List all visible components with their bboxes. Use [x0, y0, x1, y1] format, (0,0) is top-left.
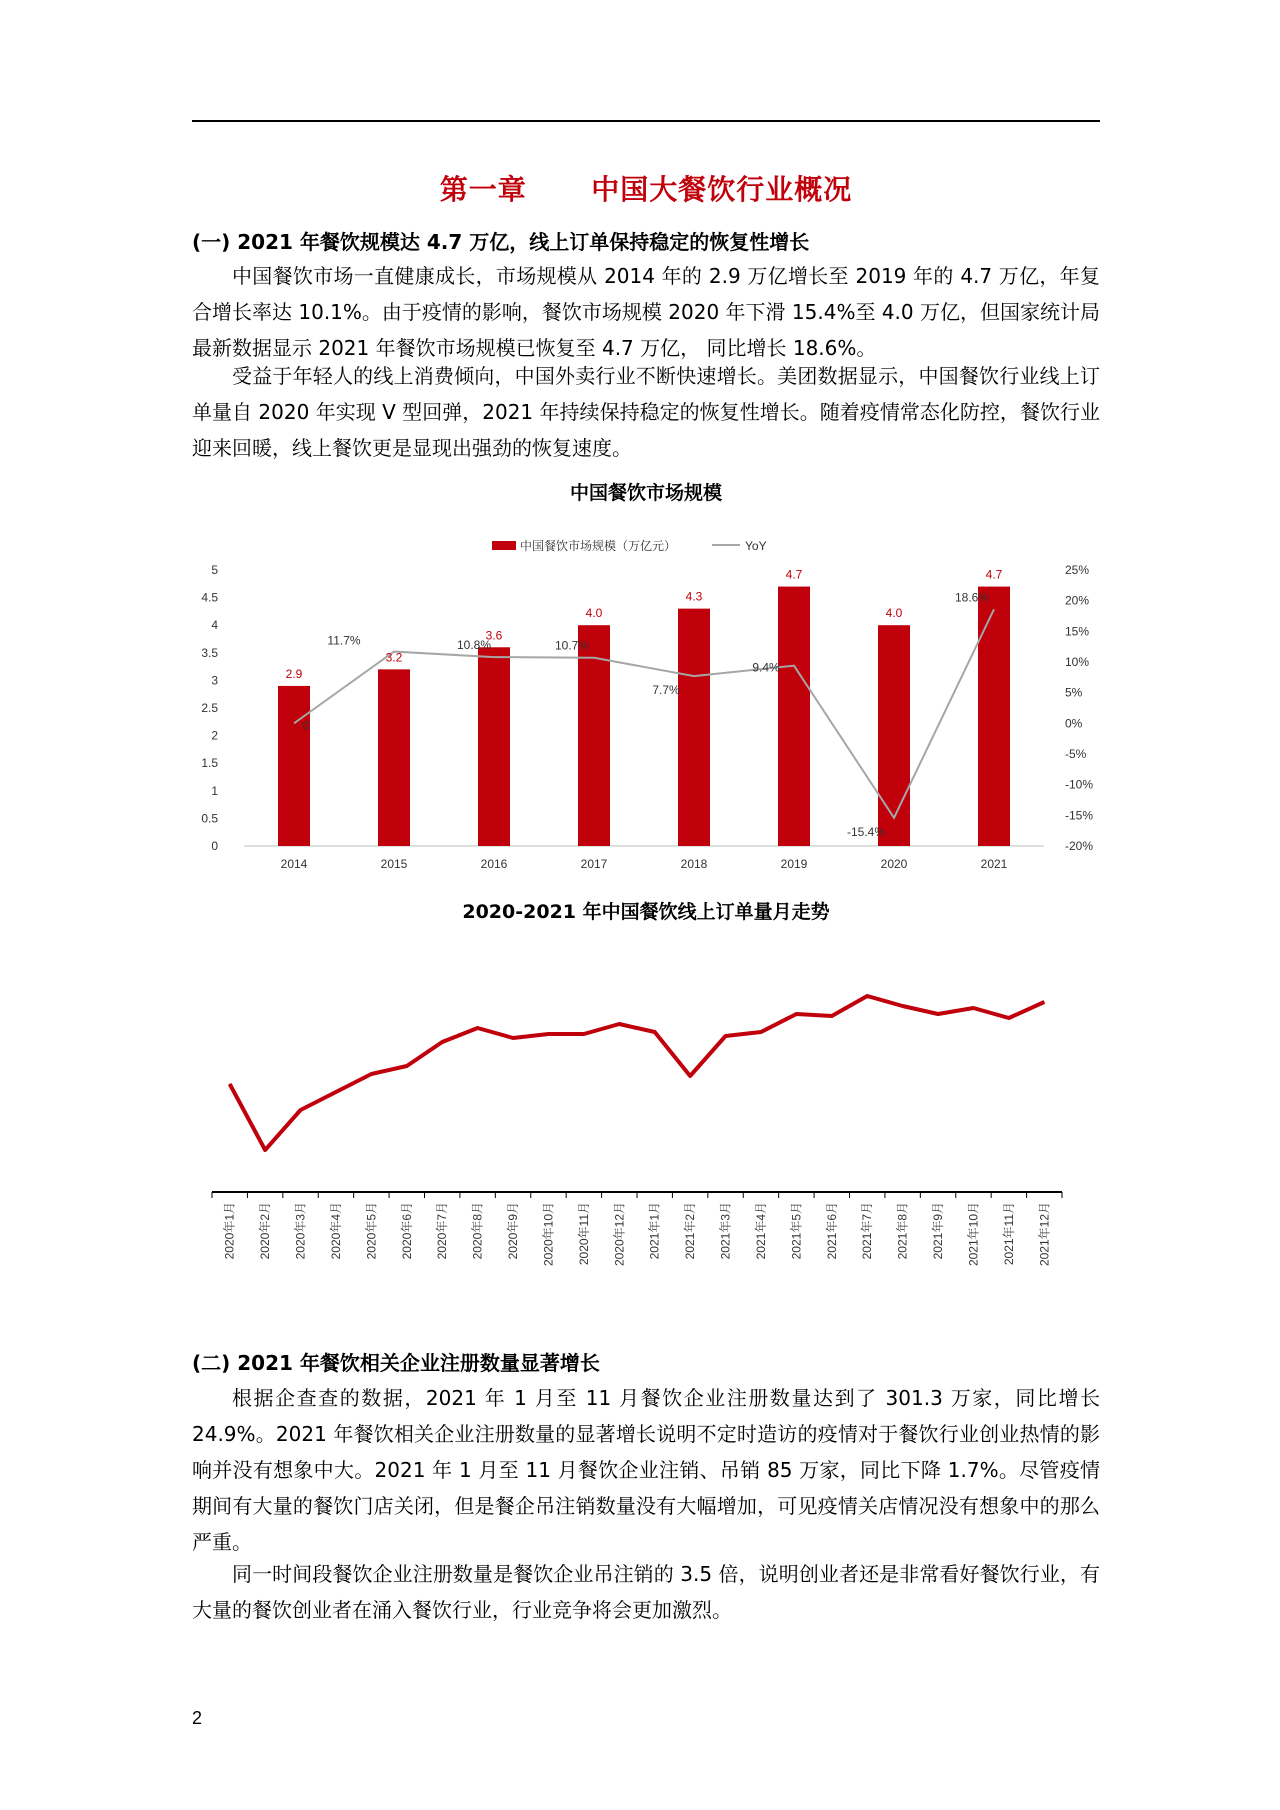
orders-point [583, 1034, 584, 1035]
yoy-value-label: 9.4% [752, 660, 780, 675]
x-tick-label: 2020年1月 [222, 1202, 237, 1260]
x-tick-label: 2021年9月 [931, 1202, 946, 1260]
x-tick-label: 2020年8月 [470, 1202, 485, 1260]
x-tick-label: 2021年7月 [860, 1202, 875, 1260]
bar-market-size [778, 587, 810, 846]
orders-point [548, 1034, 549, 1035]
x-tick-label: 2021年3月 [718, 1202, 733, 1260]
bar-market-size [378, 669, 410, 846]
y-right-tick-label: 20% [1065, 593, 1090, 608]
bar-market-size [978, 587, 1010, 846]
x-tick-label: 2020年7月 [435, 1202, 450, 1260]
x-tick-label: 2021 [980, 857, 1008, 870]
yoy-value-label: 18.6% [954, 590, 990, 605]
yoy-value-label: 0 [302, 718, 310, 733]
bar-market-size [678, 609, 710, 846]
orders-point [867, 996, 868, 997]
x-tick-label: 2014 [280, 857, 308, 870]
yoy-value-label: 10.7% [554, 638, 590, 653]
section-heading-1: (一) 2021 年餐饮规模达 4.7 万亿，线上订单保持稳定的恢复性增长 [192, 230, 810, 254]
orders-point [760, 1032, 761, 1033]
y-left-tick-label: 4.5 [201, 590, 218, 605]
yoy-value-label: -15.4% [846, 824, 886, 839]
orders-point [690, 1076, 691, 1077]
orders-point [406, 1066, 407, 1067]
y-right-tick-label: -5% [1065, 747, 1087, 761]
bar-value-label: 4.0 [585, 606, 603, 621]
orders-point [229, 1084, 230, 1085]
x-tick-label: 2021年1月 [647, 1202, 662, 1260]
x-tick-label: 2021年10月 [966, 1202, 981, 1267]
x-tick-label: 2021年6月 [824, 1202, 839, 1260]
x-tick-label: 2018 [680, 857, 708, 870]
y-right-tick-label: 5% [1065, 685, 1083, 700]
chapter-title: 第一章 中国大餐饮行业概况 [439, 173, 853, 206]
x-tick-label: 2020年9月 [506, 1202, 521, 1260]
legend-bar-label: 中国餐饮市场规模（万亿元） [520, 539, 677, 553]
section2-paragraph-2: 同一时间段餐饮企业注册数量是餐饮企业吊注销的 3.5 倍，说明创业者还是非常看好餐饮行业，有大量的餐饮创业者在涌入餐饮行业，行业竞争将会更加激烈。 [192, 1562, 1100, 1622]
monthly-orders-chart [192, 940, 1100, 1290]
y-left-tick-label: 2 [211, 728, 218, 743]
y-left-tick-label: 3.5 [201, 645, 218, 660]
orders-point [619, 1024, 620, 1025]
orders-point [335, 1092, 336, 1093]
x-tick-label: 2020年5月 [364, 1202, 379, 1260]
x-tick-label: 2020年12月 [612, 1202, 627, 1267]
orders-point [371, 1074, 372, 1075]
market-size-chart [192, 525, 1100, 870]
x-tick-label: 2021年11月 [1001, 1202, 1016, 1266]
x-tick-label: 2016 [480, 857, 508, 870]
x-tick-label: 2021年5月 [789, 1202, 804, 1260]
yoy-value-label: 11.7% [327, 633, 361, 648]
y-left-tick-label: 2.5 [201, 701, 218, 715]
orders-line [230, 996, 1045, 1150]
x-tick-label: 2020年6月 [399, 1202, 414, 1260]
market-size-chart-title: 中国餐饮市场规模 [569, 482, 722, 504]
section1-paragraph-2: 受益于年轻人的线上消费倾向，中国外卖行业不断快速增长。美团数据显示，中国餐饮行业线上订单量自 2020 年实现 V 型回弹，2021 年持续保持稳定的恢复性增长。随着疫情常态化防控，餐饮行业迎来回暖，线上餐饮更是显现出强劲的恢复速度。 [192, 364, 1100, 460]
orders-point [265, 1150, 266, 1151]
bar-value-label: 4.0 [885, 606, 903, 621]
y-right-tick-label: 10% [1065, 655, 1090, 669]
orders-point [973, 1008, 974, 1009]
bar-value-label: 3.6 [485, 628, 503, 643]
x-tick-label: 2020 [880, 857, 908, 870]
y-right-tick-label: 15% [1065, 624, 1090, 639]
page-number: 2 [192, 1708, 203, 1728]
bar-market-size [878, 625, 910, 846]
x-tick-label: 2019 [780, 857, 808, 870]
x-tick-label: 2017 [580, 857, 608, 870]
orders-point [725, 1036, 726, 1037]
orders-point [300, 1110, 301, 1111]
header-rule [192, 120, 1100, 122]
x-tick-label: 2020年4月 [328, 1202, 343, 1260]
y-left-tick-label: 1.5 [201, 756, 218, 771]
legend-bar-swatch [492, 541, 516, 550]
x-tick-label: 2020年11月 [576, 1202, 591, 1266]
chart-legend [492, 538, 767, 553]
orders-point [654, 1032, 655, 1033]
orders-point [477, 1028, 478, 1029]
x-tick-label: 2021年2月 [683, 1202, 698, 1260]
orders-point [938, 1014, 939, 1015]
section-heading-2: (二) 2021 年餐饮相关企业注册数量显著增长 [192, 1351, 600, 1375]
x-tick-label: 2021年12月 [1037, 1202, 1052, 1267]
y-left-tick-label: 4 [211, 618, 218, 633]
bar-value-label: 2.9 [285, 666, 303, 681]
bar-value-label: 4.7 [785, 567, 803, 582]
y-left-tick-label: 3 [211, 673, 218, 688]
orders-point [442, 1042, 443, 1043]
y-left-tick-label: 5 [211, 563, 218, 577]
x-tick-label: 2020年10月 [541, 1202, 556, 1267]
orders-point [513, 1038, 514, 1039]
section2-paragraph-1: 根据企查查的数据，2021 年 1 月至 11 月餐饮企业注册数量达到了 301.3 万家，同比增长 24.9%。2021 年餐饮相关企业注册数量的显著增长说明不定时造访的疫情对于餐饮行业创业热情的影响并没有想象中大。2021 年 1 月至 11 月餐饮企业注销、吊销 85 万家，同比下降 1.7%。尽管疫情期间有大量的餐饮门店关闭，但是餐企吊注销数量没有大幅增加，可见疫情关店情况没有想象中的那么严重。 [192, 1386, 1100, 1554]
bar-value-label: 4.7 [985, 567, 1003, 582]
section1-paragraph-1: 中国餐饮市场一直健康成长，市场规模从 2014 年的 2.9 万亿增长至 2019 年的 4.7 万亿，年复合增长率达 10.1%。由于疫情的影响，餐饮市场规模 2020 年下滑 15.4%至 4.0 万亿，但国家统计局最新数据显示 2021 年餐饮市场规模已恢复至 4.7 万亿， 同比增长 18.6%。 [192, 264, 1100, 360]
y-right-tick-label: 0% [1065, 716, 1083, 731]
bar-market-size [478, 647, 510, 846]
orders-point [796, 1014, 797, 1015]
bar-market-size [278, 686, 310, 846]
y-right-tick-label: -15% [1065, 808, 1094, 823]
bar-value-label: 3.2 [385, 650, 403, 665]
yoy-value-label: 10.8% [456, 638, 492, 653]
yoy-value-label: 7.7% [652, 683, 680, 698]
y-right-tick-label: 25% [1065, 563, 1090, 577]
bar-value-label: 4.3 [685, 589, 703, 604]
y-left-tick-label: 1 [211, 783, 218, 798]
x-tick-label: 2021年8月 [895, 1202, 910, 1260]
legend-line-label: YoY [745, 539, 767, 553]
x-tick-label: 2020年2月 [258, 1202, 273, 1260]
y-left-tick-label: 0 [211, 839, 218, 853]
monthly-orders-chart-title: 2020-2021 年中国餐饮线上订单量月走势 [462, 901, 830, 923]
orders-point [1044, 1002, 1045, 1003]
orders-point [902, 1006, 903, 1007]
y-right-tick-label: -20% [1065, 839, 1094, 853]
y-left-tick-label: 0.5 [201, 811, 218, 826]
x-tick-label: 2020年3月 [293, 1202, 308, 1260]
y-right-tick-label: -10% [1065, 777, 1094, 792]
x-tick-label: 2021年4月 [753, 1202, 768, 1260]
x-tick-label: 2015 [380, 857, 408, 870]
orders-point [831, 1016, 832, 1017]
orders-point [1008, 1018, 1009, 1019]
